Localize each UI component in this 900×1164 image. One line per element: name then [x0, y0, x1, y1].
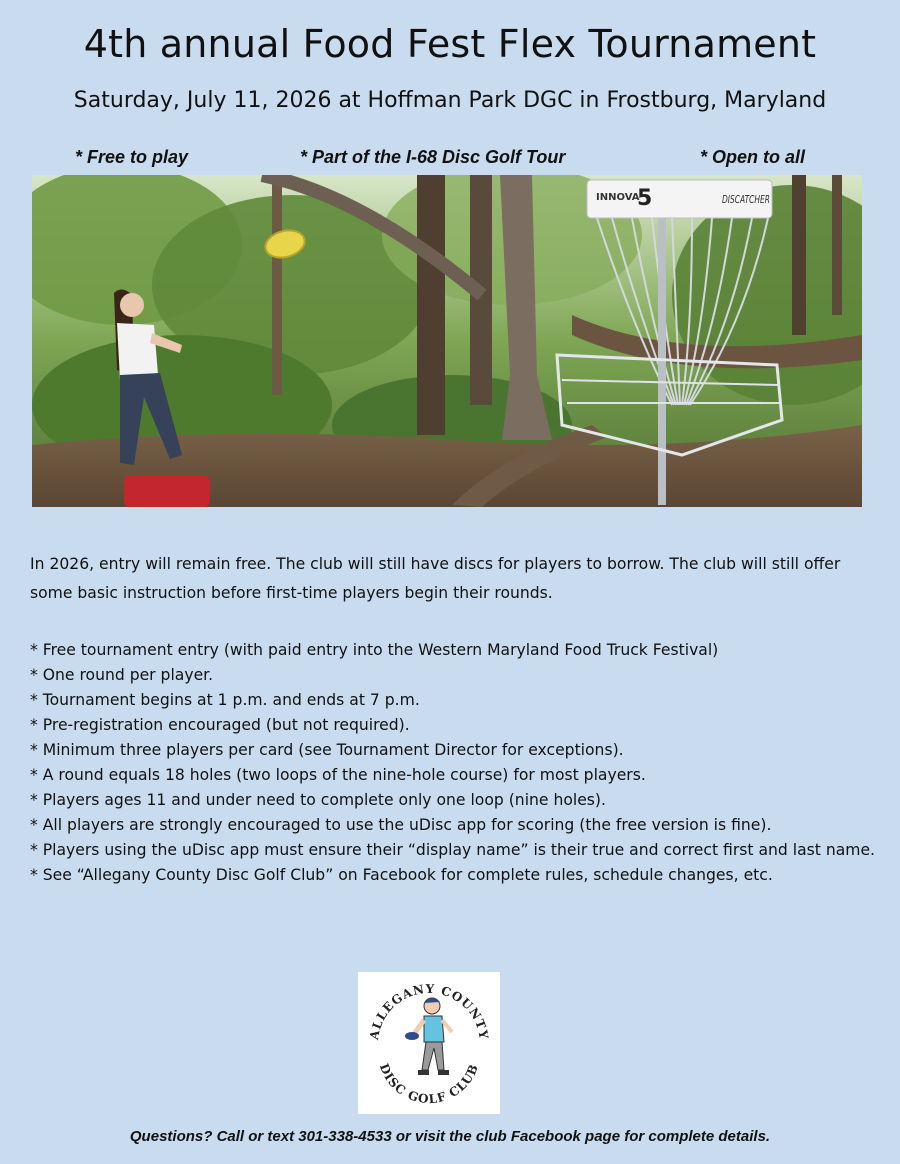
event-photo — [32, 175, 862, 507]
rule-item: * Free tournament entry (with paid entry into the Western Maryland Food Truck Festival) — [30, 641, 719, 659]
rule-item: * Tournament begins at 1 p.m. and ends at 7 p.m. — [30, 691, 420, 709]
contact-footer: Questions? Call or text 301-338-4533 or visit the club Facebook page for complete details. — [129, 1128, 771, 1145]
club-logo — [358, 972, 500, 1114]
tagline-open: * Open to all — [700, 147, 806, 167]
rules-list — [30, 638, 875, 888]
rule-item: * Players using the uDisc app must ensure their “display name” is their true and correct first and last name. — [30, 841, 876, 859]
rule-item: * All players are strongly encouraged to use the uDisc app for scoring (the free version is fine). — [30, 816, 772, 834]
intro-paragraph: In 2026, entry will remain free. The club will still have discs for players to borrow. The club will still offer some basic instruction before first-time players begin their rounds. — [30, 555, 841, 602]
tagline-tour: * Part of the I-68 Disc Golf Tour — [300, 147, 566, 167]
rule-item: * Minimum three players per card (see Tournament Director for exceptions). — [30, 741, 624, 759]
rule-item: * A round equals 18 holes (two loops of the nine-hole course) for most players. — [30, 766, 646, 784]
rule-item: * Pre-registration encouraged (but not required). — [30, 716, 410, 734]
svg-text:INNOVA: INNOVA — [596, 192, 640, 203]
logo-bottom-text: DISC GOLF CLUB — [376, 1061, 482, 1107]
disc-golf-scene-illustration — [32, 175, 862, 507]
logo-top-text: ALLEGANY COUNTY — [367, 981, 491, 1041]
rule-item: * One round per player. — [30, 666, 214, 684]
logo-mascot — [405, 998, 452, 1075]
tagline-free: * Free to play — [75, 147, 189, 167]
rule-item: * Players ages 11 and under need to complete only one loop (nine holes). — [30, 791, 606, 809]
page-title: 4th annual Food Fest Flex Tournament — [83, 22, 817, 66]
basket-hole-number: 5 — [637, 186, 653, 211]
svg-text:DISC GOLF CLUB — [377, 1062, 481, 1107]
svg-text:DISCATCHER: DISCATCHER — [722, 193, 770, 206]
rule-item: * See “Allegany County Disc Golf Club” on Facebook for complete rules, schedule changes, etc. — [30, 866, 773, 884]
event-date-location: Saturday, July 11, 2026 at Hoffman Park DGC in Frostburg, Maryland — [73, 88, 827, 113]
